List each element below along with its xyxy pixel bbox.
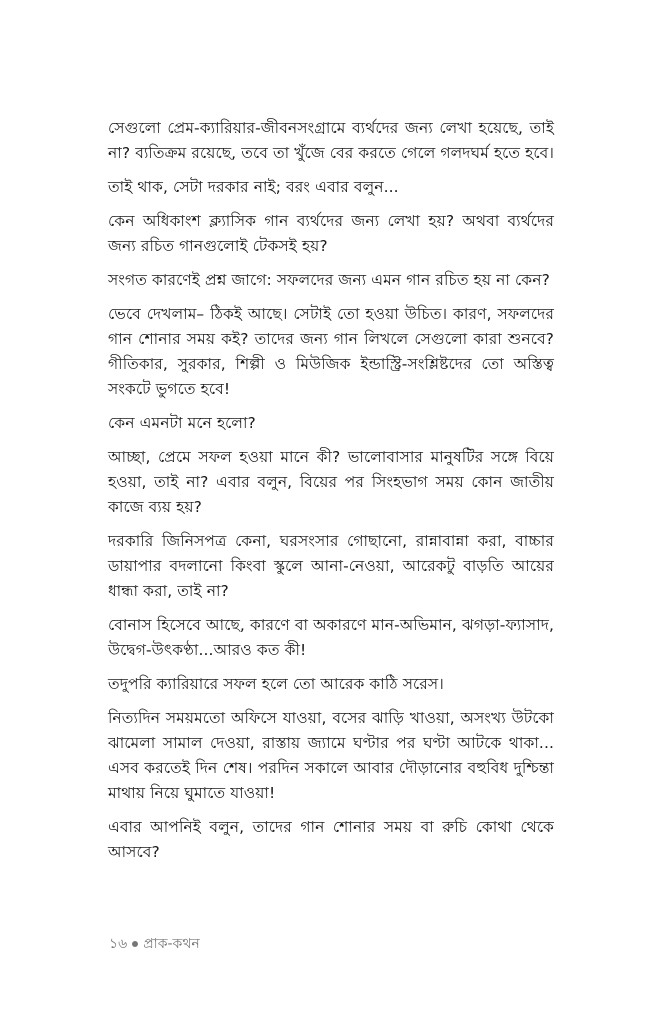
paragraph: আচ্ছা, প্রেমে সফল হওয়া মানে কী? ভালোবাসার মানুষটির সঙ্গে বিয়ে হওয়া, তাই না? এবার বলুন, বিয়ের পর সিংহভাগ সময় কোন জাতীয় কাজে ব্যয় হয়? bbox=[108, 448, 554, 516]
section-title: প্রাক-কথন bbox=[143, 936, 200, 952]
paragraph: তাই থাক, সেটা দরকার নাই; বরং এবার বলুন... bbox=[108, 178, 399, 196]
paragraph: বোনাস হিসেবে আছে, কারণে বা অকারণে মান-অভিমান, ঝগড়া-ফ্যাসাদ, উদ্বেগ-উৎকণ্ঠা...আরও কত কী! bbox=[108, 616, 554, 659]
paragraph: সেগুলো প্রেম-ক্যারিয়ার-জীবনসংগ্রামে ব্যর্থদের জন্য লেখা হয়েছে, তাই না? ব্যতিক্রম রয়েছে, তবে তা খুঁজে বের করতে গেলে গলদঘর্ম হতে হবে। bbox=[108, 119, 555, 162]
paragraph: সংগত কারণেই প্রশ্ন জাগে: সফলদের জন্য এমন গান রচিত হয় না কেন? bbox=[108, 271, 550, 289]
paragraph: কেন এমনটা মনে হলো? bbox=[108, 414, 256, 432]
paragraph: তদুপরি ক্যারিয়ারে সফল হলে তো আরেক কাঠি সরেস। bbox=[108, 675, 444, 693]
bullet-dot-icon bbox=[132, 941, 138, 947]
paragraph: ভেবে দেখলাম– ঠিকই আছে। সেটাই তো হওয়া উচিত। কারণ, সফলদের গান শোনার সময় কই? তাদের জন্য গান লিখলে সেগুলো কারা শুনবে? গীতিকার, সুরকার, শিল্পী ও মিউজিক ইন্ডাস্ট্রি-সংশ্লিষ্টদের তো অস্তিত্ব সংকটে ভুগতে হবে! bbox=[108, 305, 554, 398]
page-body bbox=[108, 116, 554, 874]
paragraph: কেন অধিকাংশ ক্ল্যাসিক গান ব্যর্থদের জন্য লেখা হয়? অথবা ব্যর্থদের জন্য রচিত গানগুলোই টেকসই হয়? bbox=[108, 212, 554, 255]
paragraph: নিত্যদিন সময়মতো অফিসে যাওয়া, বসের ঝাড়ি খাওয়া, অসংখ্য উটকো ঝামেলা সামাল দেওয়া, রাস্তায় জ্যামে ঘণ্টার পর ঘণ্টা আটকে থাকা... এসব করতেই দিন শেষ। পরদিন সকালে আবার দৌড়ানোর বহুবিধ দুশ্চিন্তা মাথায় নিয়ে ঘুমাতে যাওয়া! bbox=[108, 709, 554, 802]
paragraph: দরকারি জিনিসপত্র কেনা, ঘরসংসার গোছানো, রান্নাবান্না করা, বাচ্চার ডায়াপার বদলানো কিংবা স্কুলে আনা-নেওয়া, আরেকটু বাড়তি আয়ের ধান্ধা করা, তাই না? bbox=[108, 532, 554, 600]
page-number: ১৬ bbox=[109, 936, 128, 952]
paragraph: এবার আপনিই বলুন, তাদের গান শোনার সময় বা রুচি কোথা থেকে আসবে? bbox=[108, 818, 554, 861]
page-footer bbox=[109, 932, 200, 956]
